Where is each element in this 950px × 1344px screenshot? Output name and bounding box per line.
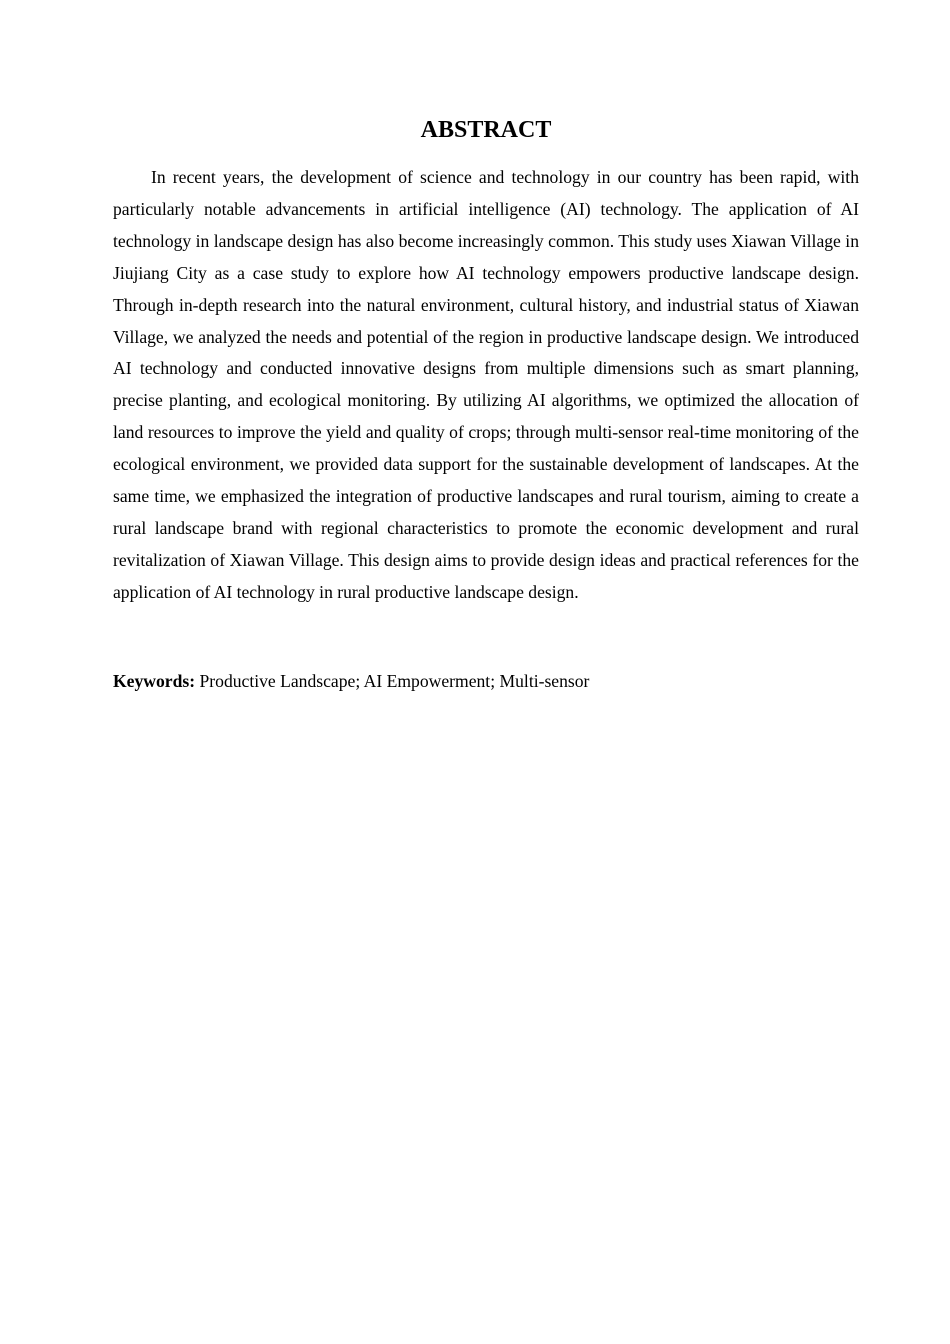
abstract-paragraph: In recent years, the development of science and technology in our country has been rapid, with particularly notable advancements in artificial intelligence (AI) technology. The application of AI technology in landscape design has also become increasingly common. This study uses Xiawan Village in Jiujiang City as a case study to explore how AI technology empowers productive landscape design. Through in-depth research into the natural environment, cultural history, and industrial status of Xiawan Village, we analyzed the needs and potential of the region in productive landscape design. We introduced AI technology and conducted innovative designs from multiple dimensions such as smart planning, precise planting, and ecological monitoring. By utilizing AI algorithms, we optimized the allocation of land resources to improve the yield and quality of crops; through multi-sensor real-time monitoring of the ecological environment, we provided data support for the sustainable development of landscapes. At the same time, we emphasized the integration of productive landscapes and rural tourism, aiming to create a rural landscape brand with regional characteristics to promote the economic development and rural revitalization of Xiawan Village. This design aims to provide design ideas and practical references for the application of AI technology in rural productive landscape design.	[113, 167, 859, 602]
keywords-label: Keywords:	[113, 671, 196, 691]
abstract-title: ABSTRACT	[420, 117, 552, 143]
keywords-line	[113, 666, 859, 698]
keywords-text: Productive Landscape; AI Empowerment; Multi-sensor	[199, 671, 590, 691]
